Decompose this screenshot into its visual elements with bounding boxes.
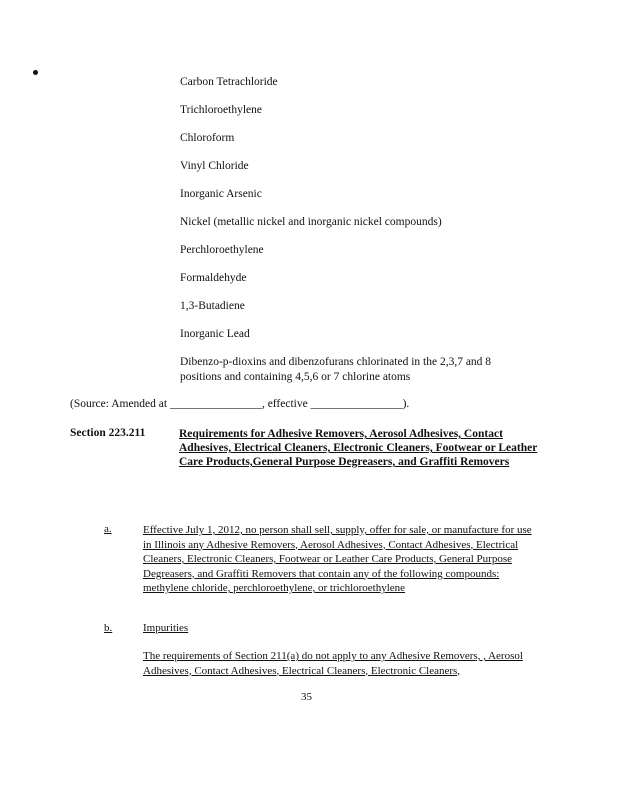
bullet-mark — [33, 70, 38, 75]
compound-item: 1,3-Butadiene — [180, 300, 245, 312]
section-title: Requirements for Adhesive Removers, Aerosol Adhesives, Contact Adhesives, Electrical Cleaners, Electronic Cleaners, Footwear or Leather Care Products,General Purpose Degreasers, and Graffiti Removers — [179, 428, 538, 468]
compound-item: Vinyl Chloride — [180, 160, 249, 172]
subsection-b-text: The requirements of Section 211(a) do not apply to any Adhesive Removers, , Aerosol Adhesives, Contact Adhesives, Electrical Cleaners, Electronic Cleaners, — [143, 650, 523, 677]
subsection-a-marker: a. — [104, 523, 112, 535]
compound-dioxins-line1: Dibenzo-p-dioxins and dibenzofurans chlorinated in the 2,3,7 and 8 — [180, 356, 492, 368]
source-note: (Source: Amended at ________________, effective ________________). — [70, 398, 410, 410]
compound-item: Nickel (metallic nickel and inorganic nickel compounds) — [180, 216, 442, 228]
section-number: Section 223.211 — [70, 427, 146, 439]
page-number: 35 — [301, 691, 312, 703]
compound-dioxins-line2: positions and containing 4,5,6 or 7 chlorine atoms — [180, 371, 411, 383]
compound-item: Perchloroethylene — [180, 244, 264, 256]
compound-item: Carbon Tetrachloride — [180, 76, 278, 88]
compound-item: Formaldehyde — [180, 272, 247, 284]
compound-item: Trichloroethylene — [180, 104, 262, 116]
subsection-a-text: Effective July 1, 2012, no person shall sell, supply, offer for sale, or manufacture for use in Illinois any Adhesive Removers, Aerosol Adhesives, Contact Adhesives, Electrical Cleaners, Electronic Cleaners, Footwear or Leather Care Products, General Purpose Degreasers, and Graffiti Removers that contain any of the following compounds: methylene chloride, perchloroethylene, or trichloroethylene — [143, 524, 532, 594]
compound-item: Inorganic Lead — [180, 328, 250, 340]
subsection-b-heading: Impurities — [143, 622, 189, 634]
compound-item: Chloroform — [180, 132, 235, 144]
compound-item: Inorganic Arsenic — [180, 188, 262, 200]
subsection-b-marker: b. — [104, 622, 113, 634]
